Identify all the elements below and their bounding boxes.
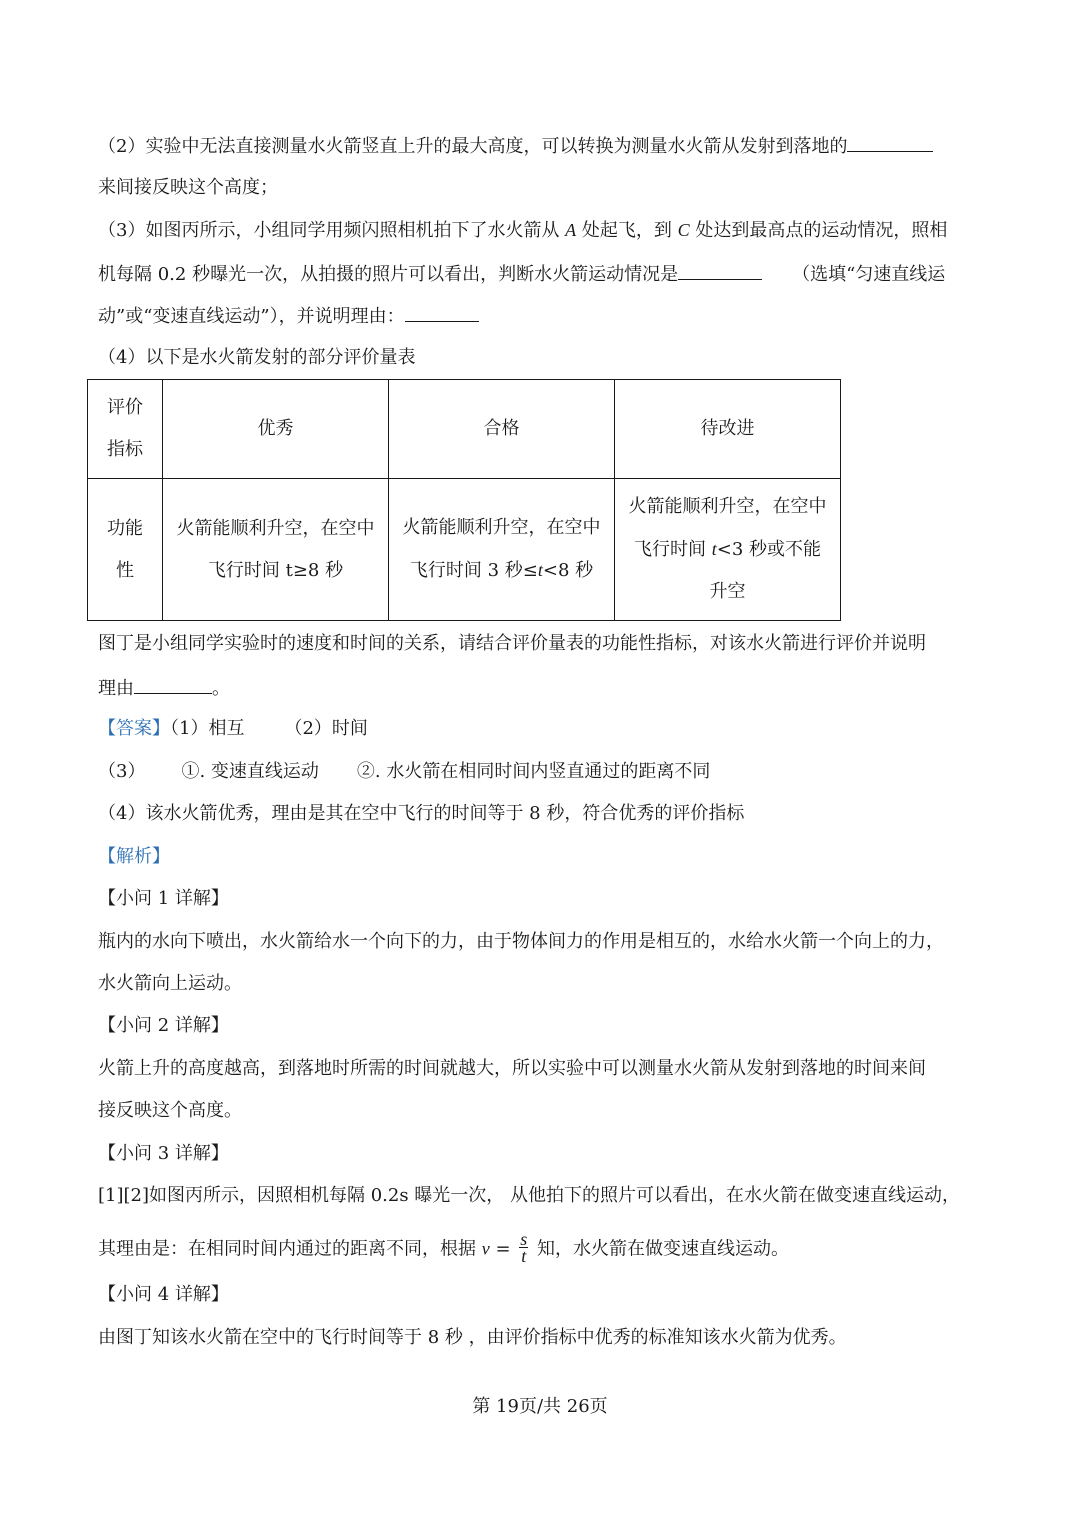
after-table-line-1: 图丁是小组同学实验时的速度和时间的关系，请结合评价量表的功能性指标，对该水火箭进行评价并说明 [98, 633, 926, 654]
row-cell-improve: 火箭能顺利升空，在空中 飞行时间 t<3 秒或不能 升空 [615, 479, 841, 621]
answer-tag: 【答案】 [98, 718, 170, 739]
page-footer: 第 19页/共 26页 [472, 1396, 608, 1417]
sub-question-3-title: 【小问 3 详解】 [98, 1143, 229, 1164]
answer-blank [847, 133, 933, 152]
evaluation-table [87, 379, 841, 621]
header-cell-pass: 合格 [389, 380, 615, 479]
answer-line-1: 【答案】（1）相互 （2）时间 [98, 718, 368, 739]
sub-question-1-title: 【小问 1 详解】 [98, 888, 229, 909]
sub-question-1-line-1: 瓶内的水向下喷出，水火箭给水一个向下的力，由于物体间力的作用是相互的，水给水火箭一个向上的力， [98, 931, 944, 952]
header-cell-indicator: 评价 指标 [88, 380, 163, 479]
sub-question-4-line-1: 由图丁知该水火箭在空中的飞行时间等于 8 秒 ，由评价指标中优秀的标准知该水火箭为优秀。 [98, 1327, 847, 1348]
q3-line-3: 动”或“变速直线运动”），并说明理由： [98, 303, 479, 329]
sub-question-2-line-1: 火箭上升的高度越高，到落地时所需的时间就越大，所以实验中可以测量水火箭从发射到落地的时间来间 [98, 1058, 926, 1079]
sub-question-3-line-2: 其理由是：在相同时间内通过的距离不同，根据 v = $\frac{s}{t}$ 知，水火箭在做变速直线运动。 [98, 1229, 790, 1266]
table-row [88, 479, 841, 621]
answer-line-2: （3） ①. 变速直线运动 ②. 水火箭在相同时间内竖直通过的距离不同 [98, 761, 711, 782]
row-cell-excellent: 火箭能顺利升空，在空中 飞行时间 t≥8 秒 [163, 479, 389, 621]
formula-fraction: $\frac{s}{t}$ [520, 1229, 528, 1266]
q4-intro: （4）以下是水火箭发射的部分评价量表 [98, 347, 416, 368]
sub-question-2-line-2: 接反映这个高度。 [98, 1100, 242, 1121]
q2-line-2: 来间接反映这个高度； [98, 177, 278, 198]
q2-line-1: （2）实验中无法直接测量水火箭竖直上升的最大高度，可以转换为测量水火箭从发射到落地的 [98, 133, 933, 159]
answer-blank [134, 675, 212, 694]
row-cell-pass: 火箭能顺利升空，在空中 飞行时间 3 秒≤t<8 秒 [389, 479, 615, 621]
row-cell-indicator: 功能 性 [88, 479, 163, 621]
q3-line-2: 机每隔 0.2 秒曝光一次，从拍摄的照片可以看出，判断水火箭运动情况是 （选填“匀速直线运 [98, 261, 945, 287]
formula-v: v [481, 1238, 490, 1259]
answer-blank [678, 261, 762, 280]
q3-line-1: （3）如图丙所示，小组同学用频闪照相机拍下了水火箭从 A 处起飞，到 C 处达到最高点的运动情况，照相 [98, 220, 948, 241]
sub-question-3-line-1: [1][2]如图丙所示，因照相机每隔 0.2s 曝光一次， 从他拍下的照片可以看出，在水火箭在做变速直线运动， [98, 1185, 961, 1206]
header-cell-excellent: 优秀 [163, 380, 389, 479]
answer-blank [405, 303, 479, 322]
table-header-row [88, 380, 841, 479]
analysis-tag: 【解析】 [98, 846, 170, 867]
sub-question-2-title: 【小问 2 详解】 [98, 1015, 229, 1036]
answer-line-3: （4）该水火箭优秀，理由是其在空中飞行的时间等于 8 秒，符合优秀的评价指标 [98, 803, 745, 824]
sub-question-4-title: 【小问 4 详解】 [98, 1284, 229, 1305]
sub-question-1-line-2: 水火箭向上运动。 [98, 973, 242, 994]
header-cell-improve: 待改进 [615, 380, 841, 479]
after-table-line-2: 理由 。 [98, 675, 230, 701]
